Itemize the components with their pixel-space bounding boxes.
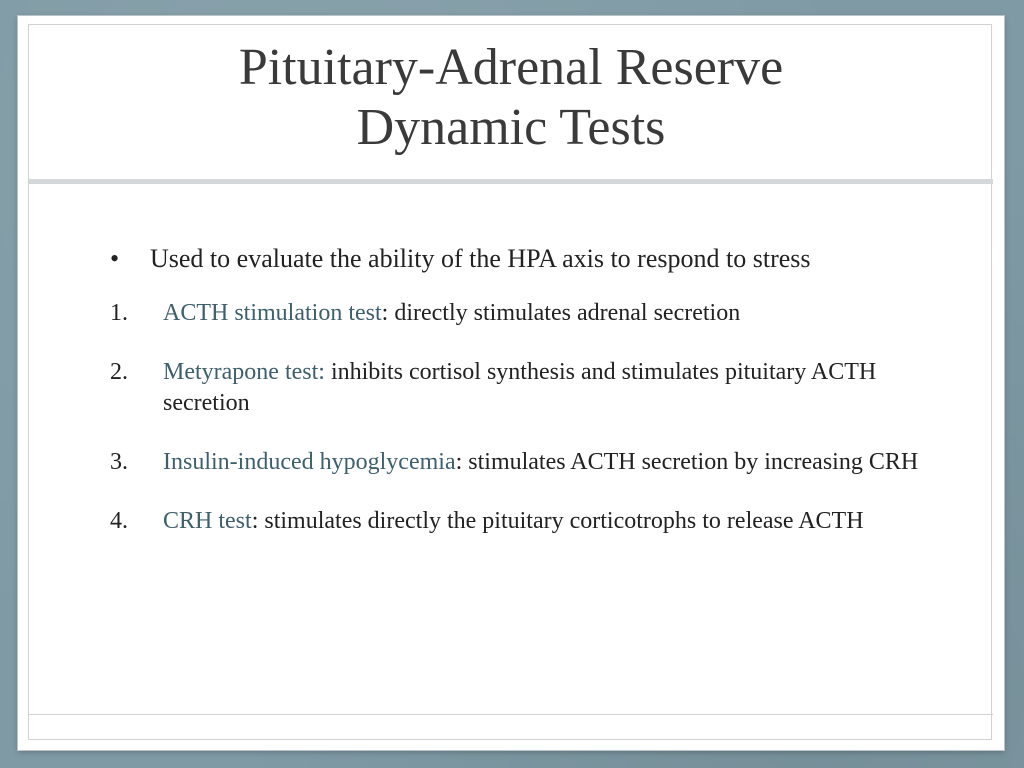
list-item-2	[110, 357, 930, 419]
footer-divider	[29, 714, 993, 715]
title-divider	[29, 179, 993, 184]
title-line-2: Dynamic Tests	[356, 99, 666, 156]
list-item-3	[110, 447, 930, 478]
slide	[18, 16, 1004, 750]
list-number: 1.	[110, 300, 128, 326]
bullet-icon: •	[110, 244, 120, 273]
test-name: ACTH stimulation test	[163, 300, 382, 326]
list-item-text	[163, 447, 930, 478]
slide-title	[18, 38, 1004, 158]
test-description: : stimulates directly the pituitary corticotrophs to release ACTH	[251, 508, 864, 534]
test-name: CRH test	[163, 508, 252, 534]
test-name: Insulin-induced hypoglycemia	[163, 449, 456, 475]
list-number: 3.	[110, 449, 128, 475]
test-description: : directly stimulates adrenal secretion	[381, 300, 741, 326]
list-item-text	[163, 506, 930, 537]
slide-content	[110, 242, 930, 565]
bullet-item	[110, 242, 930, 276]
list-number: 2.	[110, 359, 128, 385]
list-item-text	[163, 357, 930, 419]
test-name: Metyrapone test:	[163, 359, 325, 385]
list-item-1	[110, 298, 930, 329]
list-number: 4.	[110, 508, 128, 534]
list-item-text	[163, 298, 930, 329]
test-description: : stimulates ACTH secretion by increasing CRH	[455, 449, 919, 475]
bullet-text: Used to evaluate the ability of the HPA axis to respond to stress	[150, 244, 811, 273]
list-item-4	[110, 506, 930, 537]
title-line-1: Pituitary-Adrenal Reserve	[238, 39, 784, 96]
test-description: inhibits cortisol synthesis and stimulates pituitary ACTH secretion	[163, 359, 877, 416]
